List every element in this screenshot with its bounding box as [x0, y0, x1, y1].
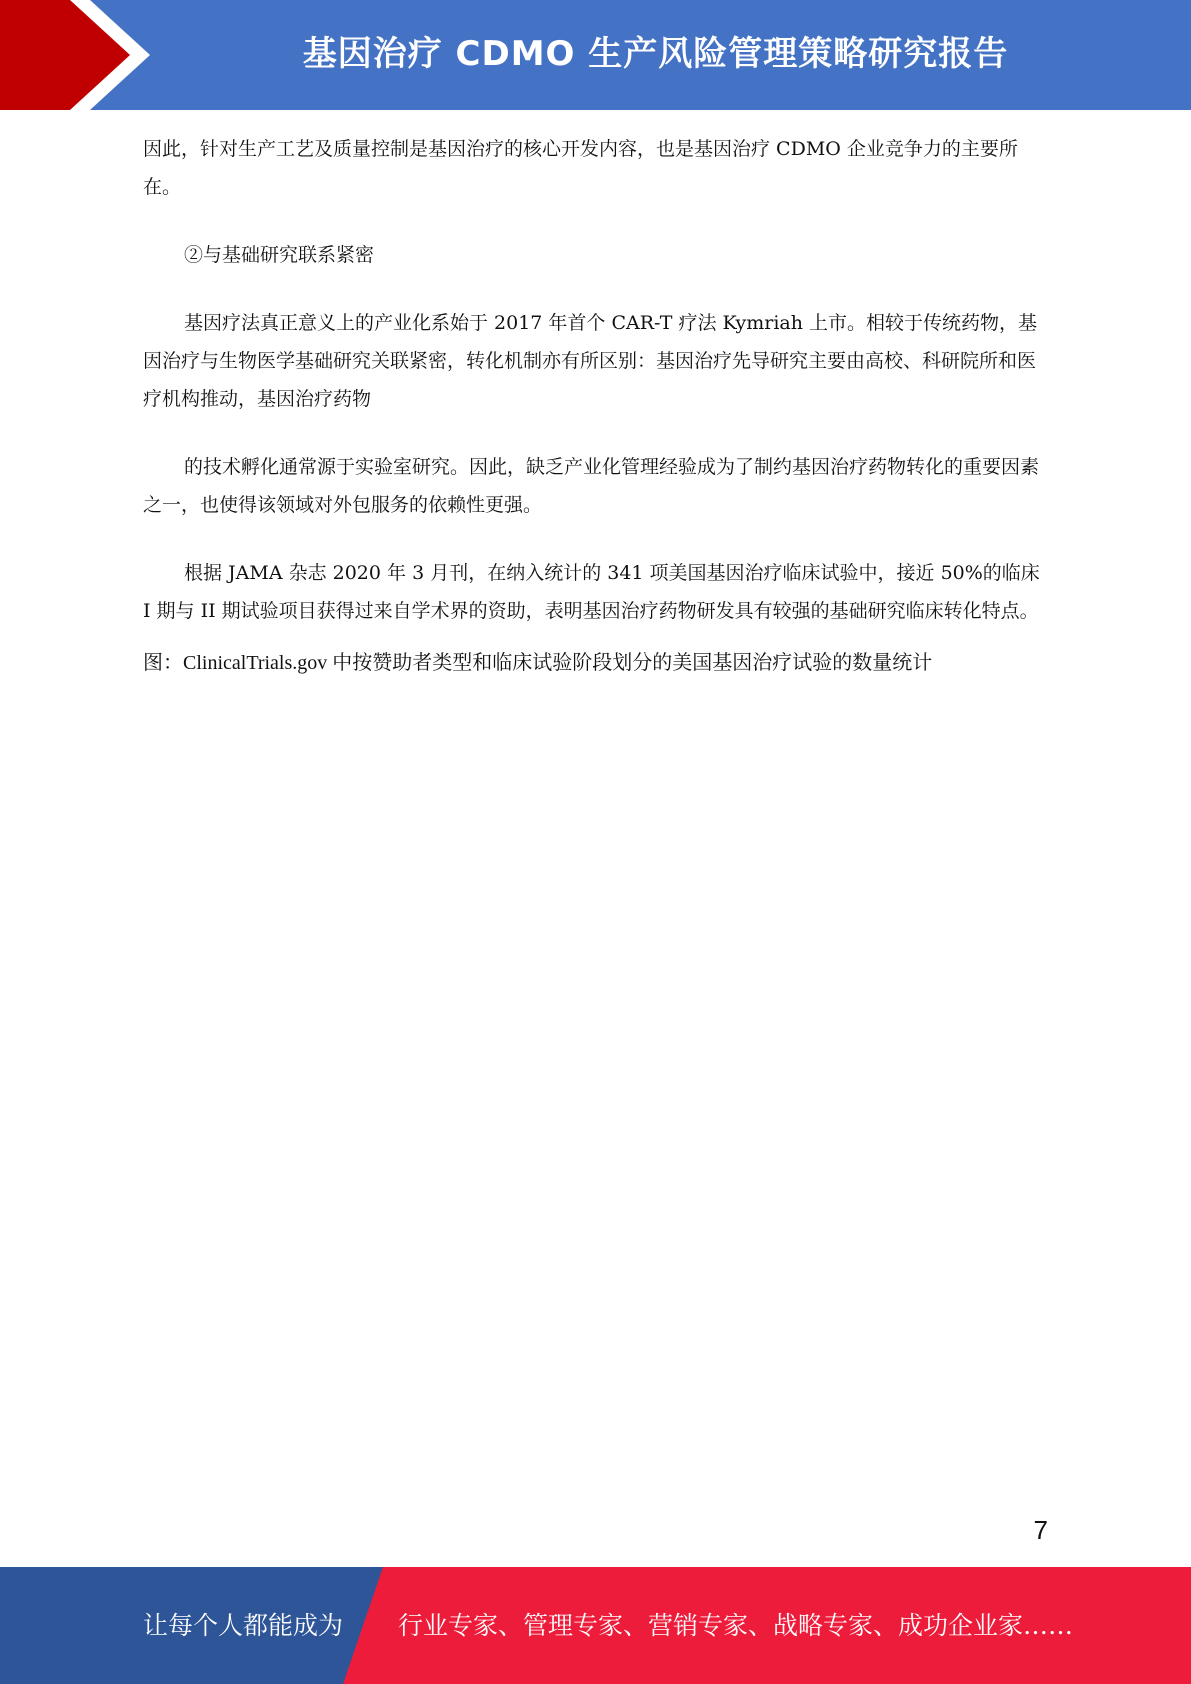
report-title: 基因治疗 CDMO 生产风险管理策略研究报告: [302, 34, 1009, 74]
footer-slogan-left: 让每个人都能成为: [143, 1611, 344, 1640]
paragraph-3: 的技术孵化通常源于实验室研究。因此，缺乏产业化管理经验成为了制约基因治疗药物转化的重要因素之一，也使得该领域对外包服务的依赖性更强。: [143, 456, 1040, 516]
chevron-arrow-icon: [0, 0, 160, 110]
paragraph-1: 因此，针对生产工艺及质量控制是基因治疗的核心开发内容，也是基因治疗 CDMO 企业竞争力的主要所在。: [143, 138, 1018, 198]
subheading-basic-research: ②与基础研究联系紧密: [184, 244, 375, 266]
paragraph-2: 基因疗法真正意义上的产业化系始于 2017 年首个 CAR-T 疗法 Kymriah 上市。相较于传统药物，基因治疗与生物医学基础研究关联紧密，转化机制亦有所区别：基因治疗先导研究主要由高校、科研院所和医疗机构推动，基因治疗药物: [143, 312, 1038, 410]
paragraph-4: 根据 JAMA 杂志 2020 年 3 月刊，在纳入统计的 341 项美国基因治疗临床试验中，接近 50%的临床 I 期与 II 期试验项目获得过来自学术界的资助，表明基因治疗药物研发具有较强的基础研究临床转化特点。: [143, 562, 1040, 622]
page-header: [0, 0, 1191, 110]
page-footer: [0, 1567, 1191, 1684]
footer-slogan-right: 行业专家、管理专家、营销专家、战略专家、成功企业家……: [398, 1611, 1074, 1640]
page-number: 7: [1033, 1515, 1048, 1545]
figure-caption: 图：ClinicalTrials.gov 中按赞助者类型和临床试验阶段划分的美国基因治疗试验的数量统计: [143, 652, 933, 674]
document-body: [143, 130, 1048, 682]
